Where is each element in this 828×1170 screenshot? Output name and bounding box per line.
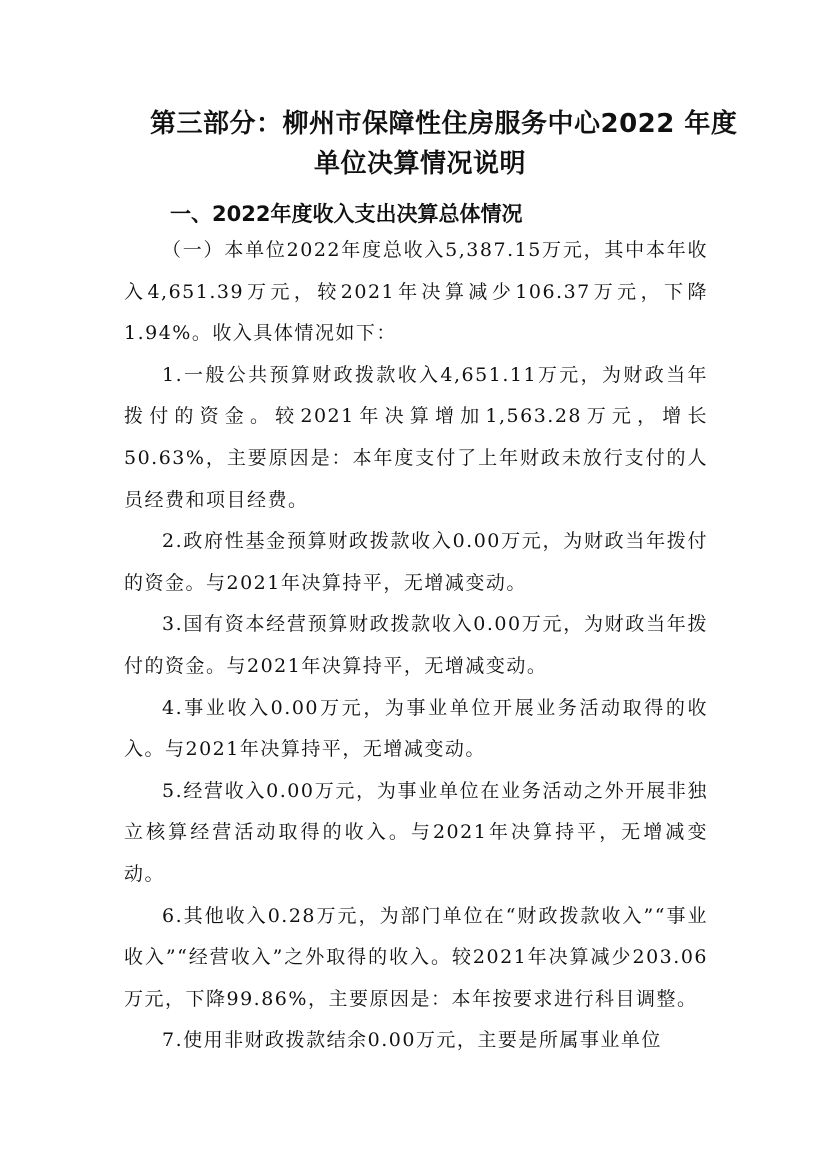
document-title-line-1: 第三部分：柳州市保障性住房服务中心2022 年度 (150, 109, 738, 139)
paragraph-total-income: （一）本单位2022年度总收入5,387.15万元，其中本年收入4,651.39万元，较2021年决算减少106.37万元，下降1.94%。收入具体情况如下： (124, 239, 708, 345)
paragraph-general-budget-income: 1.一般公共预算财政拨款收入4,651.11万元，为财政当年拨付的资金。较2021年决算增加1,563.28万元，增长50.63%，主要原因是：本年度支付了上年财政未放行支付的人员经费和项目经费。 (124, 363, 708, 511)
paragraph-business-income: 4.事业收入0.00万元，为事业单位开展业务活动取得的收入。与2021年决算持平，无增减变动。 (124, 696, 708, 761)
paragraph-other-income: 6.其他收入0.28万元，为部门单位在“财政拨款收入”“事业收入”“经营收入”之外取得的收入。较2021年决算减少203.06万元，下降99.86%，主要原因是：本年按要求进行科目调整。 (124, 904, 708, 1010)
document-title-line-2: 单位决算情况说明 (313, 149, 526, 179)
document-body (124, 230, 708, 1062)
paragraph-non-fiscal-balance: 7.使用非财政拨款结余0.00万元，主要是所属事业单位 (162, 1029, 662, 1052)
paragraph-government-fund-income: 2.政府性基金预算财政拨款收入0.00万元，为财政当年拨付的资金。与2021年决算持平，无增减变动。 (124, 530, 708, 594)
paragraph-state-capital-income: 3.国有资本经营预算财政拨款收入0.00万元，为财政当年拨付的资金。与2021年决算持平，无增减变动。 (124, 613, 708, 677)
paragraph-operating-income: 5.经营收入0.00万元，为事业单位在业务活动之外开展非独立核算经营活动取得的收入。与2021年决算持平，无增减变动。 (124, 779, 708, 885)
section-heading-income-expenditure: 一、2022年度收入支出决算总体情况 (170, 202, 523, 226)
